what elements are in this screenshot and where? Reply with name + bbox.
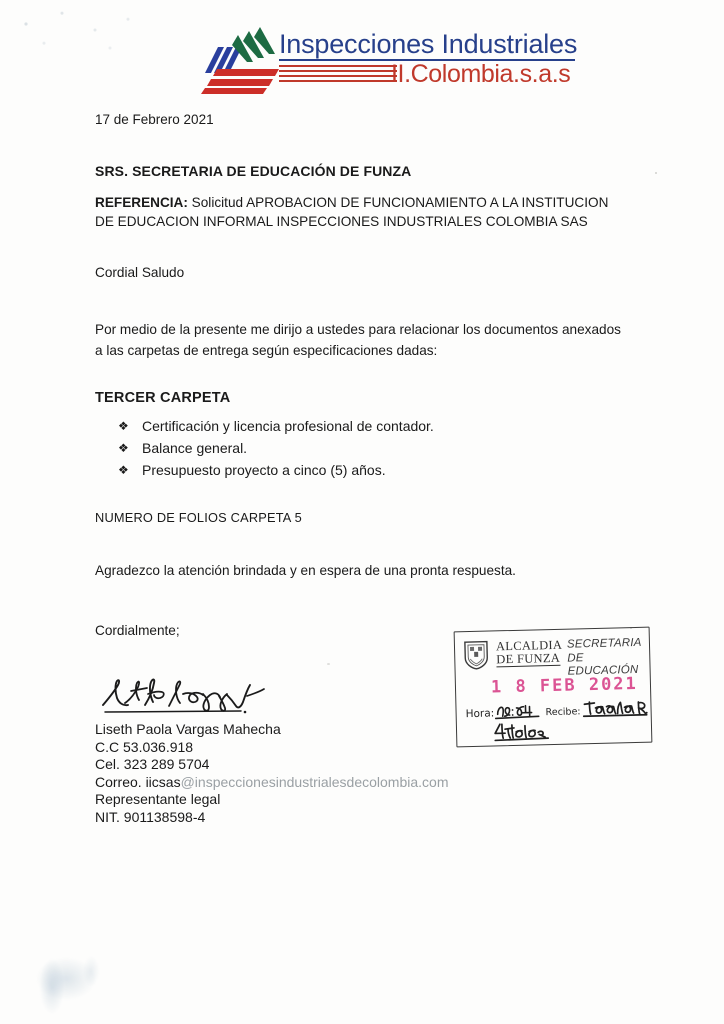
funza-coat-of-arms-icon [463, 640, 490, 671]
reference-label: REFERENCIA: [95, 195, 188, 210]
list-item-label: Presupuesto proyecto a cinco (5) años. [142, 462, 386, 478]
document-checklist [118, 416, 434, 482]
stamp-folios-value-handwritten [492, 721, 554, 742]
stamp-alcaldia-line2: DE FUNZA [496, 650, 561, 667]
stamp-municipality [496, 639, 563, 668]
signer-role: Representante legal [95, 791, 221, 807]
letter-greeting: Cordial Saludo [95, 265, 185, 280]
scan-artifact-bottom-left [10, 945, 150, 1020]
reference-text: Solicitud APROBACION DE FUNCIONAMIENTO A LA INSTITUCION DE EDUCACION INFORMAL INSPECCIONES INDUSTRIALES COLOMBIA SAS [95, 195, 609, 229]
section-title-tercer-carpeta: TERCER CARPETA [95, 390, 231, 406]
signer-email-domain: @inspeccionesindustrialesdecolombia.com [180, 773, 449, 790]
stamp-secretaria-line1: SECRETARIA DE [566, 636, 642, 665]
letterhead [183, 27, 578, 99]
list-item [118, 438, 434, 459]
list-item-label: Certificación y licencia profesional de contador. [142, 418, 434, 434]
stamp-hora-label: Hora: [465, 707, 495, 721]
handwritten-signature-icon [95, 672, 270, 720]
signer-email-line [95, 773, 449, 792]
letter-intro-paragraph: Por medio de la presente me dirijo a ustedes para relacionar los documentos anexados a las carpetas de entrega según especificaciones dadas: [95, 322, 621, 358]
reception-stamp [454, 627, 653, 748]
diamond-bullet-icon: ❖ [118, 441, 129, 455]
stamp-hora-value-handwritten [493, 702, 541, 720]
letter-reference [95, 193, 625, 231]
signer-cc: C.C 53.036.918 [95, 738, 194, 755]
list-item-label: Balance general. [142, 440, 248, 456]
brand-name-primary: Inspecciones Industriales [279, 29, 578, 59]
brand-text-block [279, 29, 578, 89]
stamp-alcaldia-line1: ALCALDIA [495, 637, 563, 654]
inspecciones-industriales-logo-icon [183, 27, 287, 95]
stamp-recibe-label: Recibe: [545, 706, 581, 719]
signature-block [95, 672, 449, 826]
scan-speck [655, 172, 657, 174]
letter-addressee: SRS. SECRETARIA DE EDUCACIÓN DE FUNZA [95, 163, 412, 179]
scan-speck [327, 663, 330, 665]
signer-email-user: Correo. iicsas [95, 773, 181, 790]
letter-thanks-line: Agradezco la atención brindada y en espera de una pronta respuesta. [95, 563, 516, 578]
list-item [118, 460, 434, 481]
stamp-date-received: 1 8 FEB 2021 [490, 673, 639, 698]
letter-date: 17 de Febrero 2021 [95, 112, 214, 127]
stamp-department [567, 637, 651, 680]
brand-red-bars [279, 65, 397, 86]
diamond-bullet-icon: ❖ [118, 419, 129, 433]
stamp-secretaria-line2: EDUCACIÓN [567, 663, 639, 678]
list-item [118, 416, 434, 437]
signer-details [95, 721, 449, 826]
diamond-bullet-icon: ❖ [118, 463, 129, 477]
brand-name-secondary: II.Colombia.s.a.s [391, 60, 571, 89]
folios-count-line: NUMERO DE FOLIOS CARPETA 5 [95, 510, 302, 525]
signer-nit: NIT. 901138598-4 [95, 808, 206, 825]
signer-name: Liseth Paola Vargas Mahecha [95, 721, 281, 737]
scan-artifact-top-left [8, 6, 158, 66]
stamp-recibe-value-handwritten [582, 698, 648, 719]
signer-phone: Cel. 323 289 5704 [95, 756, 210, 772]
letter-closing: Cordialmente; [95, 623, 180, 638]
